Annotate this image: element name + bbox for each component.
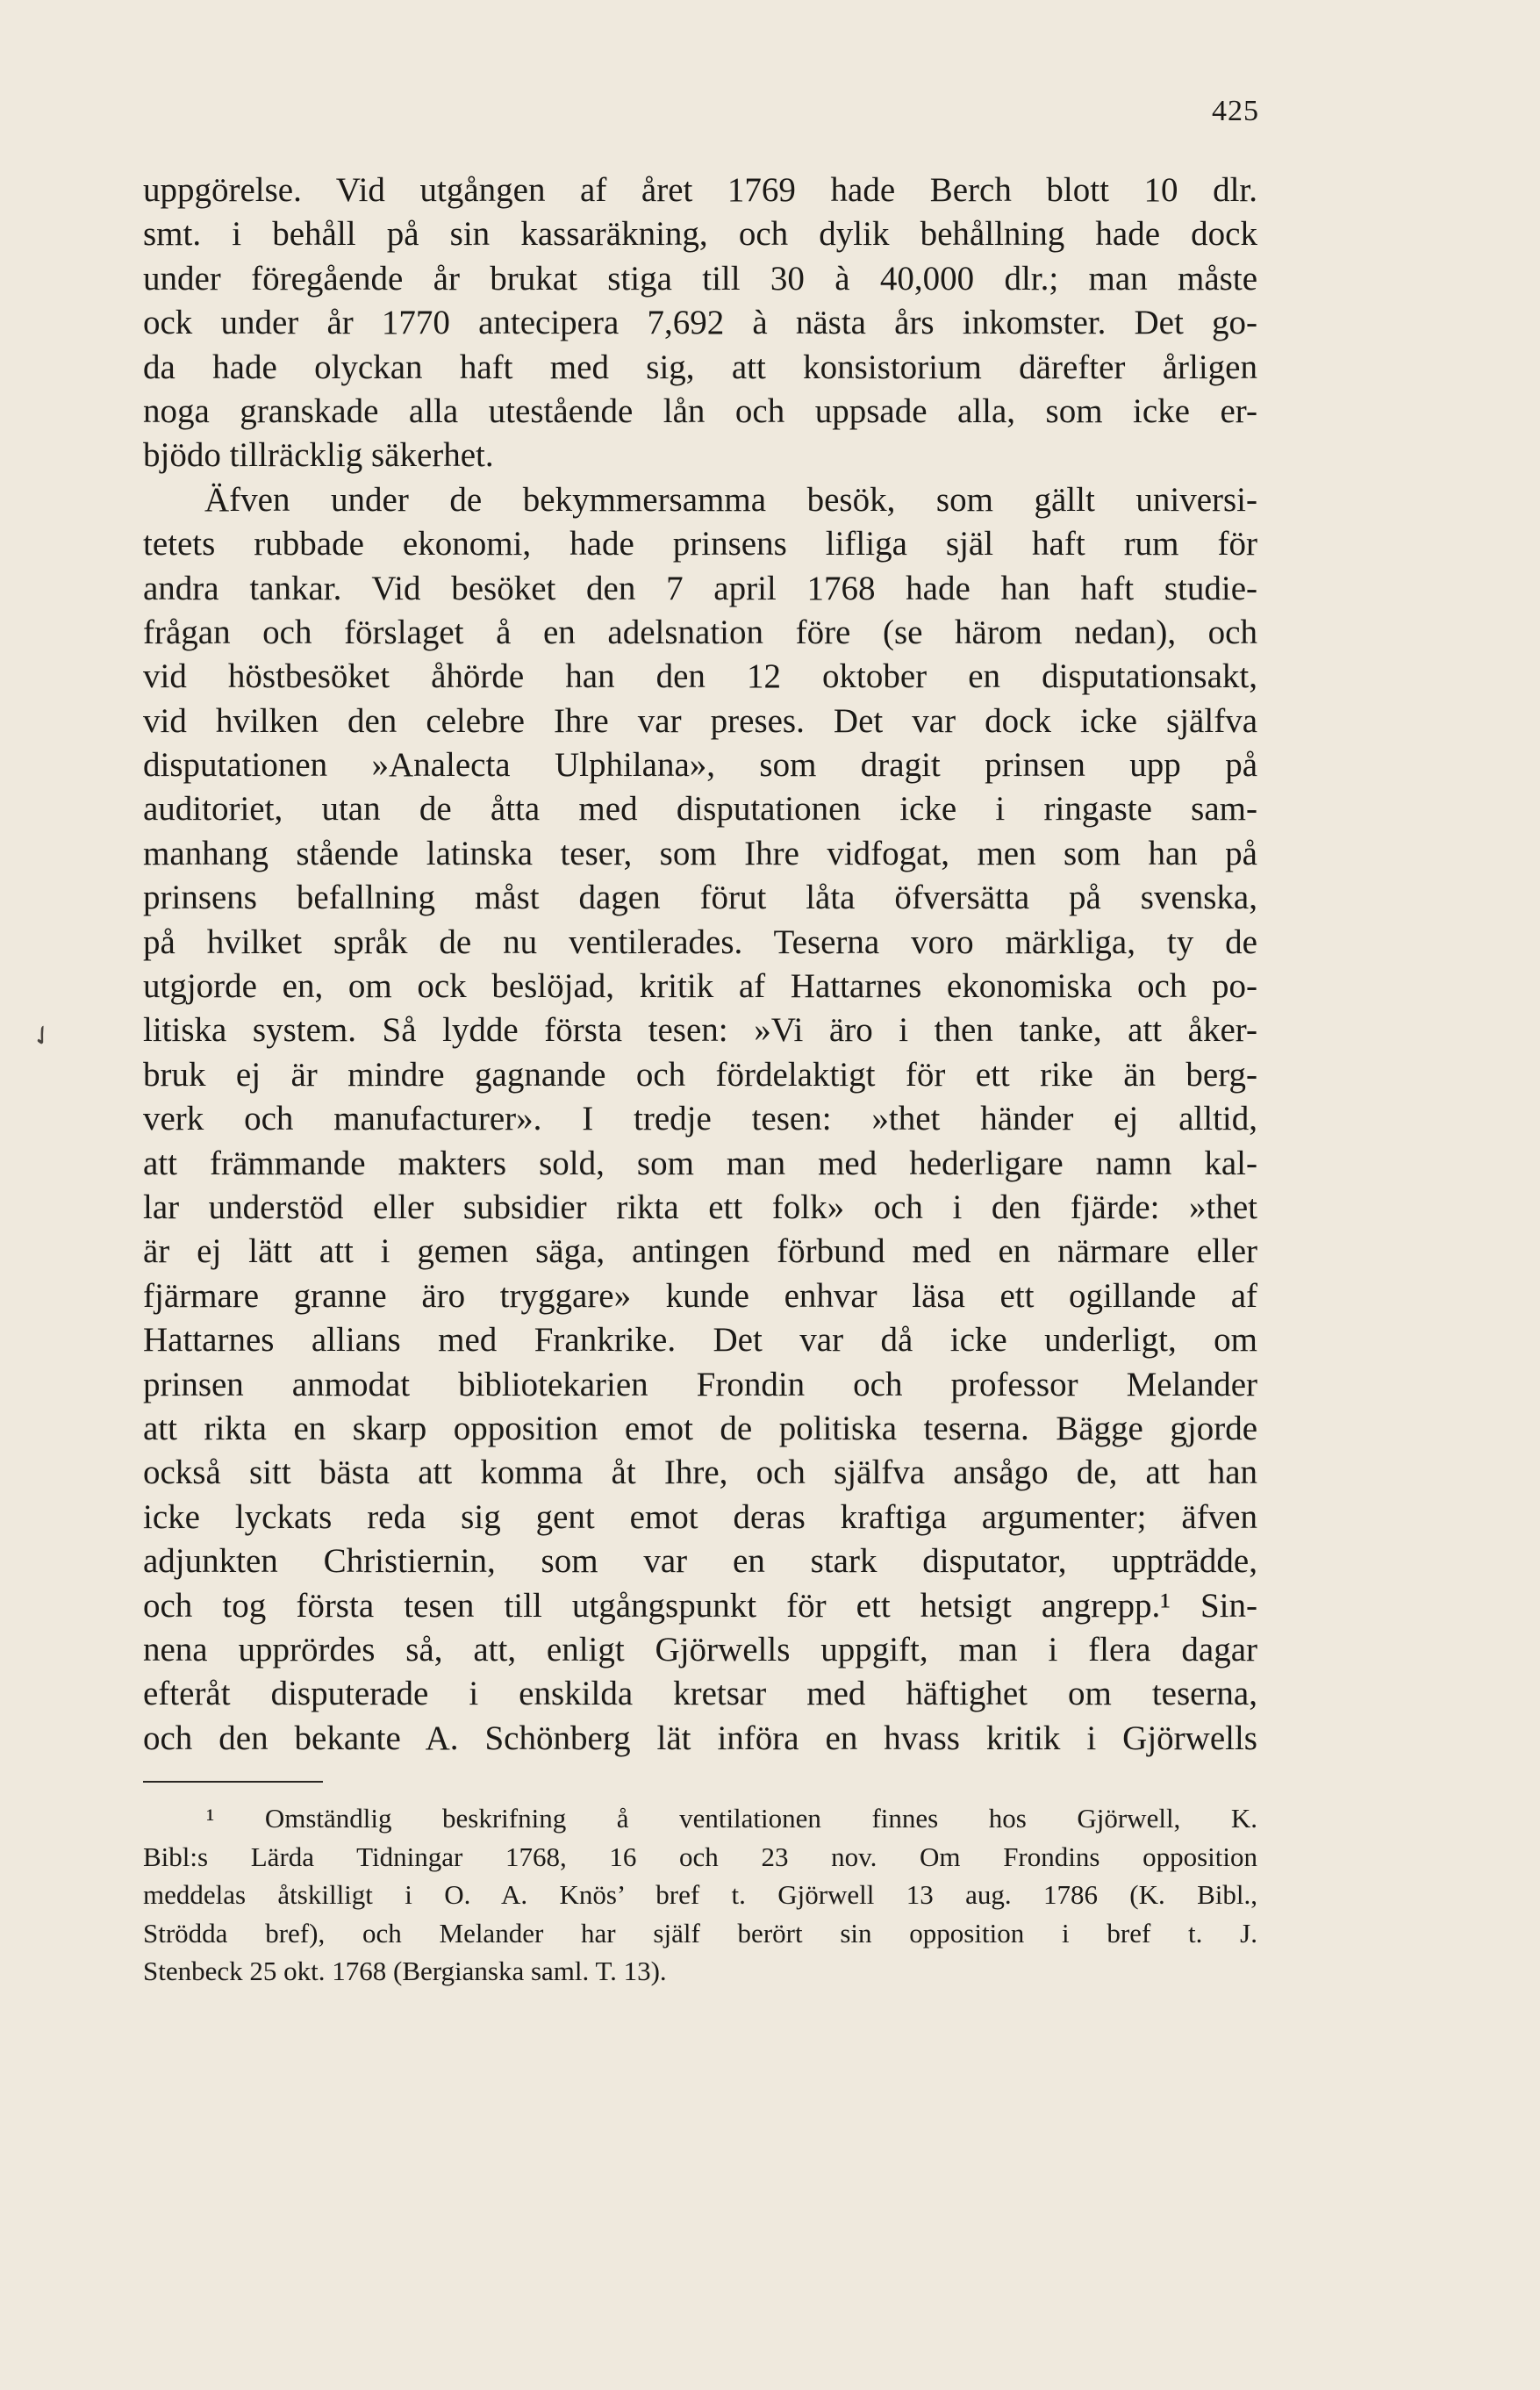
footnotes <box>143 1799 1257 1991</box>
text-line: manhang stående latinska teser, som Ihre vidfogat, men som han på <box>143 834 1257 872</box>
text-line: och tog första tesen till utgångspunkt för ett hetsigt angrepp.¹ Sin- <box>143 1586 1257 1625</box>
text-line: nena upprördes så, att, enligt Gjörwells uppgift, man i flera dagar <box>143 1630 1257 1669</box>
body-text <box>143 169 1257 1761</box>
text-line: Hattarnes allians med Frankrike. Det var då icke underligt, om <box>143 1321 1257 1360</box>
footnote-line: Bibl:s Lärda Tidningar 1768, 16 och 23 nov. Om Frondins opposition <box>143 1841 1257 1872</box>
text-line: adjunkten Christiernin, som var en stark disputator, uppträdde, <box>143 1542 1257 1581</box>
text-line: bjödo tillräcklig säkerhet. <box>143 436 494 475</box>
text-line: verk och manufacturer». I tredje tesen: »thet händer ej alltid, <box>143 1100 1257 1138</box>
text-line: efteråt disputerade i enskilda kretsar med häftighet om teserna, <box>143 1675 1257 1713</box>
text-line: vid hvilken den celebre Ihre var preses. Det var dock icke själfva <box>143 701 1257 740</box>
text-line: att främmande makters sold, som man med hederligare namn kal- <box>143 1144 1257 1182</box>
paragraph-start-line: Äfven under de bekymmersamma besök, som gällt universi- <box>204 480 1257 519</box>
footnote-line: ¹ Omständlig beskrifning å ventilationen finnes hos Gjörwell, K. <box>206 1803 1257 1834</box>
page-number: 425 <box>1212 95 1259 127</box>
text-line: frågan och förslaget å en adelsnation före (se härom nedan), och <box>143 613 1257 651</box>
text-line: disputationen »Analecta Ulphilana», som dragit prinsen upp på <box>143 746 1257 785</box>
text-line: ock under år 1770 antecipera 7,692 à nästa års inkomster. Det go- <box>143 304 1257 342</box>
margin-check-mark: ✓ <box>25 1017 61 1055</box>
text-line: också sitt bästa att komma åt Ihre, och själfva ansågo de, att han <box>143 1453 1257 1492</box>
text-line: utgjorde en, om ock beslöjad, kritik af Hattarnes ekonomiska och po- <box>143 967 1257 1006</box>
text-line: under föregående år brukat stiga till 30 à 40,000 dlr.; man måste <box>143 259 1257 298</box>
footnote-line: Strödda bref), och Melander har själf berört sin opposition i bref t. J. <box>143 1917 1257 1949</box>
text-line: da hade olyckan haft med sig, att konsistorium därefter årligen <box>143 348 1257 386</box>
text-line: vid höstbesöket åhörde han den 12 oktober en disputationsakt, <box>143 657 1257 696</box>
footnote-line: Stenbeck 25 okt. 1768 (Bergianska saml. T. 13). <box>143 1956 667 1986</box>
text-line: auditoriet, utan de åtta med disputationen icke i ringaste sam- <box>143 790 1257 829</box>
text-line: smt. i behåll på sin kassaräkning, och dylik behållning hade dock <box>143 215 1257 254</box>
text-line: prinsens befallning måst dagen förut låta öfversätta på svenska, <box>143 879 1257 917</box>
footnote-line: meddelas åtskilligt i O. A. Knös’ bref t. Gjörwell 13 aug. 1786 (K. Bibl., <box>143 1879 1257 1910</box>
text-line: prinsen anmodat bibliotekarien Frondin och professor Melander <box>143 1365 1257 1403</box>
text-line: på hvilket språk de nu ventilerades. Teserna voro märkliga, ty de <box>143 922 1257 961</box>
text-line: uppgörelse. Vid utgången af året 1769 hade Berch blott 10 dlr. <box>143 171 1257 209</box>
text-line: och den bekante A. Schönberg lät införa en hvass kritik i Gjörwells <box>143 1719 1257 1757</box>
text-line: lar understöd eller subsidier rikta ett folk» och i den fjärde: »thet <box>143 1188 1257 1226</box>
footnote-divider <box>143 1781 323 1783</box>
text-line: litiska system. Så lydde första tesen: »Vi äro i then tanke, att åker- <box>143 1011 1257 1050</box>
text-line: andra tankar. Vid besöket den 7 april 1768 hade han haft studie- <box>143 569 1257 607</box>
text-line: tetets rubbade ekonomi, hade prinsens lifliga själ haft rum för <box>143 525 1257 563</box>
text-line: icke lyckats reda sig gent emot deras kraftiga argumenter; äfven <box>143 1497 1257 1536</box>
text-line: bruk ej är mindre gagnande och fördelaktigt för ett rike än berg- <box>143 1055 1257 1094</box>
text-line: att rikta en skarp opposition emot de politiska teserna. Bägge gjorde <box>143 1409 1257 1447</box>
text-line: är ej lätt att i gemen säga, antingen förbund med en närmare eller <box>143 1232 1257 1271</box>
text-line: noga granskade alla utestående lån och uppsade alla, som icke er- <box>143 391 1257 430</box>
text-line: fjärmare granne äro tryggare» kunde enhvar läsa ett ogillande af <box>143 1276 1257 1315</box>
